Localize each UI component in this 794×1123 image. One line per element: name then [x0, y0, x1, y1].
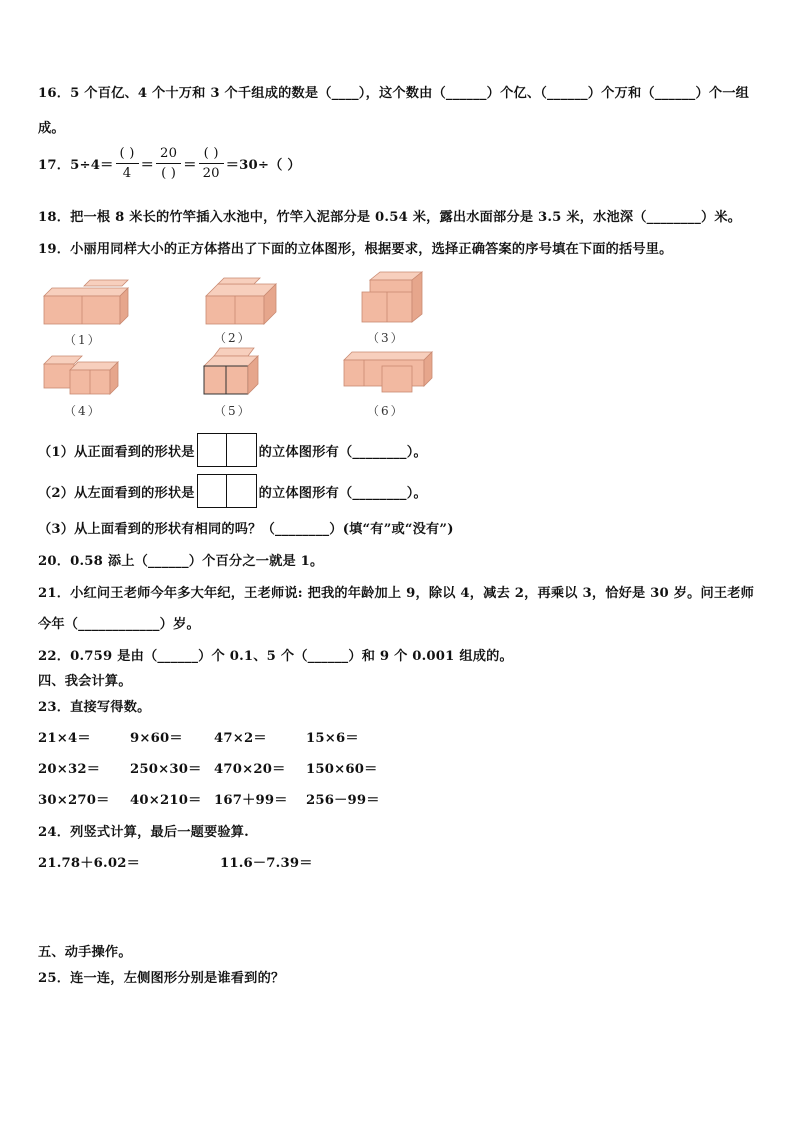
- fraction-3-denominator: 20: [202, 166, 220, 181]
- fraction-1: [116, 146, 139, 181]
- q19-sub3: （3）从上面看到的形状有相同的吗？（________）(填“有”或“没有”): [38, 522, 454, 537]
- calc-item: 250×30＝: [130, 762, 202, 777]
- calc-item: 21×4＝: [38, 731, 91, 746]
- equals-sign: ＝: [140, 158, 155, 173]
- q23-stem: 23．直接写得数。: [38, 700, 151, 715]
- equals-sign: ＝: [183, 158, 197, 173]
- calc-item: 9×60＝: [130, 731, 183, 746]
- q18-line: 18．把一根 8 米长的竹竿插入水池中，竹竿入泥部分是 0.54 米，露出水面部分是 3.5 米，水池深（________）米。: [38, 210, 742, 225]
- figure-3-caption: （3）: [367, 331, 405, 345]
- calc-row-2: [38, 758, 378, 777]
- fraction-2-numerator: 20: [156, 146, 181, 164]
- figure-4-cubes: [42, 352, 122, 396]
- fraction-3: [199, 146, 224, 181]
- q21-line1: 21．小红问王老师今年多大年纪，王老师说: 把我的年龄加上 9，除以 4，减去 2，再乘以 3，恰好是 30 岁。问王老师: [38, 586, 755, 601]
- q19-sub1-answer: 的立体图形有（________）。: [258, 444, 427, 460]
- figure-1-caption: （1）: [64, 333, 102, 347]
- q20-line: 20．0.58 添上（______）个百分之一就是 1。: [38, 554, 324, 569]
- left-view-shape: [197, 474, 257, 508]
- figure-4-caption: （4）: [64, 404, 102, 418]
- calc-row-1: [38, 727, 359, 746]
- section-4-heading: 四、我会计算。: [38, 674, 132, 689]
- fraction-3-numerator: ( ): [199, 146, 224, 164]
- q17-suffix: ＝30÷（ ）: [225, 158, 301, 173]
- fraction-1-denominator: 4: [122, 166, 132, 181]
- q19-sub2-text: （2）从左面看到的形状是: [38, 485, 195, 501]
- calc-item: 20×32＝: [38, 762, 101, 777]
- q24-items: [38, 852, 313, 871]
- vertical-calc-item: 11.6－7.39＝: [220, 856, 313, 871]
- figure-6-caption: （6）: [367, 404, 405, 418]
- cube-block: [44, 280, 128, 324]
- q17-prefix: 17．5÷4＝: [38, 158, 114, 173]
- q21-line2: 今年（____________）岁。: [38, 617, 200, 632]
- figure-5-caption: （5）: [214, 404, 252, 418]
- q17-line: [38, 146, 301, 181]
- figure-1-cubes: [42, 278, 134, 328]
- calc-item: 167＋99＝: [214, 793, 288, 808]
- q19-sub1-text: （1）从正面看到的形状是: [38, 444, 195, 460]
- q19-sub2: [38, 474, 427, 508]
- figure-2-cubes: [204, 276, 280, 328]
- q19-sub1: [38, 433, 427, 467]
- figure-3-cubes: [360, 270, 426, 326]
- calc-item: 470×20＝: [214, 762, 286, 777]
- q25-line: 25．连一连，左侧图形分别是谁看到的？: [38, 971, 285, 986]
- q16-line1: 16．5 个百亿、4 个十万和 3 个千组成的数是（____），这个数由（______）个亿、（______）个万和（______）个一组: [38, 86, 750, 101]
- figure-6-cubes: [342, 348, 436, 396]
- calc-item: 47×2＝: [214, 731, 267, 746]
- fraction-1-numerator: ( ): [116, 146, 139, 164]
- section-5-heading: 五、动手操作。: [38, 945, 132, 960]
- calc-row-3: [38, 789, 380, 808]
- q22-line: 22．0.759 是由（______）个 0.1、5 个（______）和 9 个 0.001 组成的。: [38, 649, 513, 664]
- fraction-2: [156, 146, 181, 181]
- calc-item: 15×6＝: [306, 731, 359, 746]
- figure-5-cubes: [200, 346, 262, 398]
- front-view-shape: [197, 433, 257, 467]
- q24-stem: 24．列竖式计算，最后一题要验算.: [38, 825, 249, 840]
- q19-sub2-answer: 的立体图形有（________）。: [258, 485, 427, 501]
- figure-2-caption: （2）: [214, 331, 252, 345]
- calc-item: 40×210＝: [130, 793, 202, 808]
- calc-item: 150×60＝: [306, 762, 378, 777]
- calc-item: 256－99＝: [306, 793, 380, 808]
- fraction-2-denominator: ( ): [161, 166, 177, 181]
- calc-item: 30×270＝: [38, 793, 110, 808]
- vertical-calc-item: 21.78＋6.02＝: [38, 856, 140, 871]
- q19-stem: 19．小丽用同样大小的正方体搭出了下面的立体图形，根据要求，选择正确答案的序号填在下面的括号里。: [38, 242, 673, 257]
- q16-line2: 成。: [38, 121, 65, 136]
